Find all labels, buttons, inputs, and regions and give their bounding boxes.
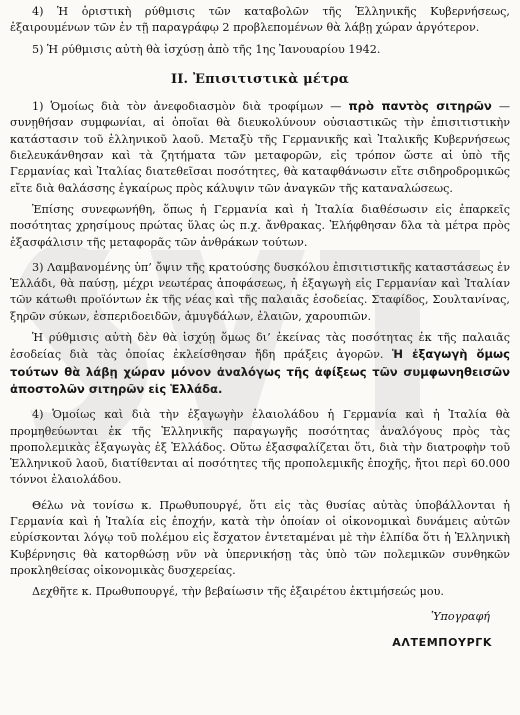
paragraph-food-supply-start: 1) Ὁμοίως διὰ τὸν ἀνεφοδιασμὸν διὰ τροφίμων —	[32, 100, 342, 114]
paragraph-olive-oil: 4) Ὁμοίως καὶ διὰ τὴν ἐξαγωγὴν ἐλαιολάδου ἡ Γερμανία καὶ ἡ Ἰταλία θὰ προμηθεύωνται ἐκ τῆς Ἑλληνικῆς παραγωγῆς ποσότητας ἀναλόγους πρὸς τὰς προπολεμικὰς ἐξαγωγὰς ἐξ Ἑλλάδος. Οὕτω ἐξασφαλίζεται ὅτι, διὰ τὴν διατροφὴν τοῦ Ἑλληνικοῦ λαοῦ, διατίθενται αἱ ποσότητες τῆς προπολεμικῆς ἐποχῆς, ἤτοι περὶ 60.000 τόννοι ἐλαιολάδου.	[10, 408, 510, 487]
paragraph-export-stop: 3) Λαμβανομένης ὑπ’ ὄψιν τῆς κρατούσης δυσκόλου ἐπισιτιστικῆς καταστάσεως ἐν Ἑλλάδι, θὰ παύσῃ, μέχρι νεωτέρας ἀποφάσεως, ἡ ἐξαγωγὴ εἰς Γερμανίαν καὶ Ἰταλίαν τῶν κάτωθι προϊόντων ἐκ τῆς νέας καὶ τῆς παλαιᾶς ἐσοδείας. Σταφίδος, Σουλτανίνας, ξηρῶν σύκων, ἑσπεριδοειδῶν, ἀμυγδάλων, ἐλαιῶν, χαρουπιῶν.	[10, 260, 510, 323]
paragraph-food-supply	[10, 98, 510, 197]
paragraph-old-harvest-start: Ἡ ρύθμισις αὐτὴ δὲν θὰ ἰσχύῃ ὅμως δι’ ἐκείνας τὰς ποσότητας ἐκ τῆς παλαιᾶς ἐσοδείας διὰ τὰς ὁποίας ἐκλείσθησαν ἤδη πράξεις ἀγορῶν.	[10, 331, 510, 362]
item-5-effective-date: 5) Ἡ ρύθμισις αὐτὴ θὰ ἰσχύσῃ ἀπὸ τῆς 1ης Ἰανουαρίου 1942.	[32, 42, 381, 56]
emphasis-cereals: πρὸ παντὸς σιτηρῶν	[348, 99, 492, 114]
section-heading: II. Ἐπισιτιστικὰ μέτρα	[171, 71, 349, 87]
signature-label: Ὑπογραφή	[431, 609, 490, 623]
paragraph-closing: Δεχθῆτε κ. Πρωθυπουργέ, τὴν βεβαίωσιν τῆς ἐξαιρέτου ἐκτιμήσεώς μου.	[32, 585, 444, 599]
emphasis-export-condition: Ἡ ἐξαγωγὴ ὅμως τούτων θὰ λάβῃ χώραν μόνον ἀναλόγως τῆς ἀφίξεως τῶν συμφωνηθεισῶν ἀποστολῶν σιτηρῶν εἰς Ἑλλάδα.	[10, 347, 510, 396]
item-4-final-settlement: 4) Ἡ ὁριστικὴ ρύθμισις τῶν καταβολῶν τῆς Ἑλληνικῆς Κυβερνήσεως, ἐξαιρουμένων τῶν ἐν τῇ παραγράφῳ 2 προβλεπομένων θὰ λάβῃ χώραν ἀργότερον.	[10, 5, 510, 35]
signature-name: ΑΛΤΕΜΠΟΥΡΓΚ	[392, 635, 492, 649]
paragraph-raw-materials: Ἐπίσης συνεφωνήθη, ὅπως ἡ Γερμανία καὶ ἡ Ἰταλία διαθέσωσιν εἰς ἐπαρκεῖς ποσότητας χρησίμους πρώτας ὕλας ὡς π.χ. ἄνθρακας. Ἐλήφθησαν δλα τὰ μέτρα πρὸς ἐξασφάλισιν τῆς μεταφορᾶς τῶν ἀνθράκων τούτων.	[10, 202, 510, 249]
paragraph-old-harvest	[10, 330, 510, 398]
paragraph-food-supply-rest: — συνῃθήσαν συμφωνίαι, αἱ ὁποῖαι θὰ διευκολύνουν οὐσιαστικῶς τὴν ἐπισιτιστικὴν κατάστασιν τοῦ ἑλληνικοῦ λαοῦ. Μεταξὺ τῆς Γερμανικῆς καὶ Ἰταλικῆς Κυβερνήσεως διελευκάνθησαν καὶ τὰ ζητήματα τῶν μεταφορῶν, εἰς τρόπον ὥστε αἱ ὑπὸ τῆς Γερμανίας καὶ Ἰταλίας διατεθεῖσαι ποσότητες, θὰ καταφθάνωσιν εἴτε σιδηροδρομικῶς εἴτε διὰ θαλάσσης ἐγκαίρως πρὸς κάλυψιν τῶν ἀναγκῶν τῆς καταναλώσεως.	[10, 100, 511, 195]
paragraph-sacrifices: Θέλω νὰ τονίσω κ. Πρωθυπουργέ, ὅτι εἰς τὰς θυσίας αὐτὰς ὑποβάλλονται ἡ Γερμανία καὶ ἡ Ἰταλία εἰς ἐποχήν, κατὰ τὴν ὁποίαν οἱ οἰκονομικαὶ δυνάμεις αὐτῶν εὑρίσκονται λόγῳ τοῦ πολέμου εἰς ἔσχατον ἐντεταμέναι μὲ τὴν ἐλπίδα ὅτι ἡ Ἑλληνικὴ Κυβέρνησις θὰ κατορθώσῃ νῦν νὰ ὑπερνικήσῃ τὰς ὑπὸ τῶν πολεμικῶν συνθηκῶν προκληθείσας οἰκονομικὰς δυσχερείας.	[10, 498, 510, 577]
